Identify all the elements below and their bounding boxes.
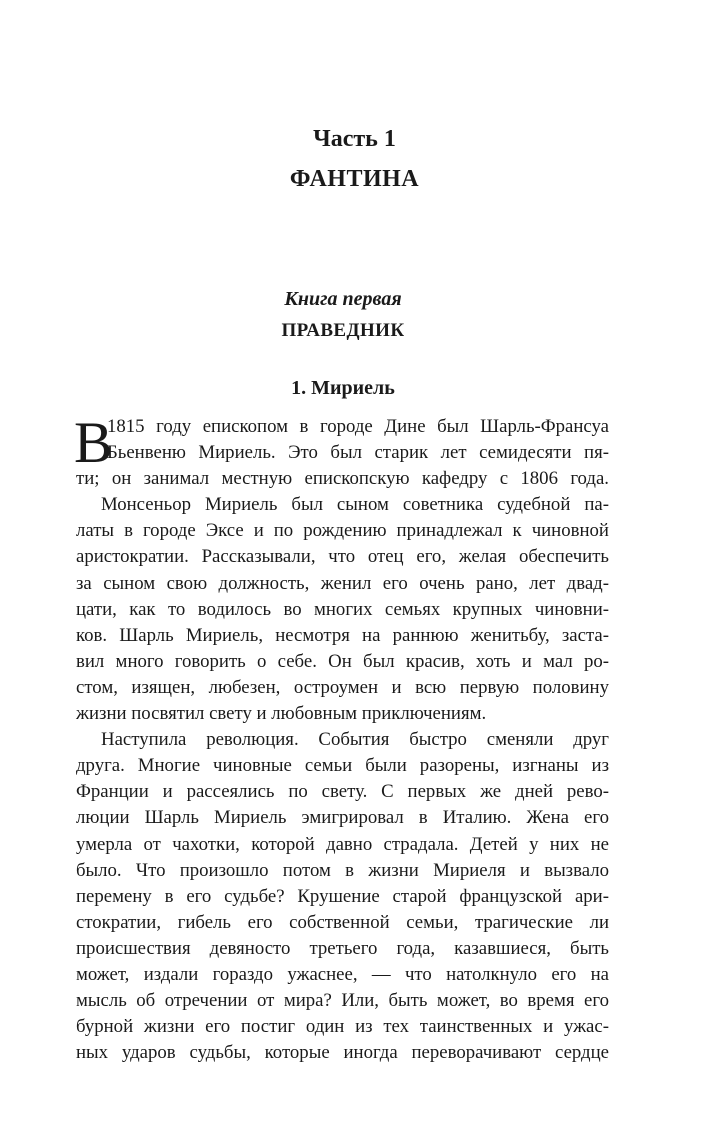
text-line: перемену в его судьбе? Крушение старой французской ари- xyxy=(76,885,609,907)
text-line: Монсеньор Мириель был сыном советника судебной па- xyxy=(101,494,609,516)
text-line: умерла от чахотки, которой давно страдала. Детей у них не xyxy=(76,833,609,855)
text-line: бурной жизни его постиг один из тех таинственных и ужас- xyxy=(76,1016,609,1038)
text-line: Наступила революция. События быстро сменяли друг xyxy=(101,729,609,751)
text-line: люции Шарль Мириель эмигрировал в Италию. Жена его xyxy=(76,807,609,829)
chapter-text xyxy=(74,410,609,1066)
text-line: друга. Многие чиновные семьи были разорены, изгнаны из xyxy=(76,755,609,777)
book-label: Книга первая xyxy=(284,288,402,310)
text-line: ных ударов судьбы, которые иногда переворачивают сердце xyxy=(76,1042,609,1064)
text-line: может, издали гораздо ужаснее, — что натолкнуло его на xyxy=(76,963,609,985)
text-line: происшествия девяносто третьего года, казавшиеся, быть xyxy=(76,937,609,959)
text-line: за сыном свою должность, женил его очень рано, лет двад- xyxy=(76,572,609,594)
text-line: жизни посвятил свету и любовным приключениям. xyxy=(76,703,487,725)
text-line: ков. Шарль Мириель, несмотря на раннюю женитьбу, заста- xyxy=(76,624,609,646)
text-line: 1815 году епископом в городе Дине был Шарль-Франсуа xyxy=(107,416,609,437)
text-line: Бьенвеню Мириель. Это был старик лет семидесяти пя- xyxy=(107,442,609,464)
text-line: цати, как то водилось во многих семьях крупных чиновни- xyxy=(76,598,609,620)
text-line: Франции и рассеялись по свету. С первых же дней рево- xyxy=(76,781,609,803)
text-line: стом, изящен, любезен, остроумен и всю первую половину xyxy=(76,676,609,698)
text-line: мысль об отречении от мира? Или, быть может, во время его xyxy=(76,990,609,1012)
text-line: аристократии. Рассказывали, что отец его, желая обеспечить xyxy=(76,546,609,568)
book-title: ПРАВЕДНИК xyxy=(281,320,405,341)
part-title: ФАНТИНА xyxy=(289,166,420,192)
text-line: ти; он занимал местную епископскую кафедру с 1806 года. xyxy=(76,468,609,490)
text-line: вил много говорить о себе. Он был красив, хоть и мал ро- xyxy=(76,650,609,672)
chapter-title: 1. Мириель xyxy=(291,377,395,399)
drop-cap-letter: В xyxy=(74,410,113,475)
part-label: Часть 1 xyxy=(313,126,396,152)
text-line: латы в городе Эксе и по рождению принадлежал к чиновной xyxy=(76,520,609,542)
text-line: стократии, гибель его собственной семьи, трагические ли xyxy=(76,911,609,933)
text-line: было. Что произошло потом в жизни Мириеля и вызвало xyxy=(76,859,609,881)
